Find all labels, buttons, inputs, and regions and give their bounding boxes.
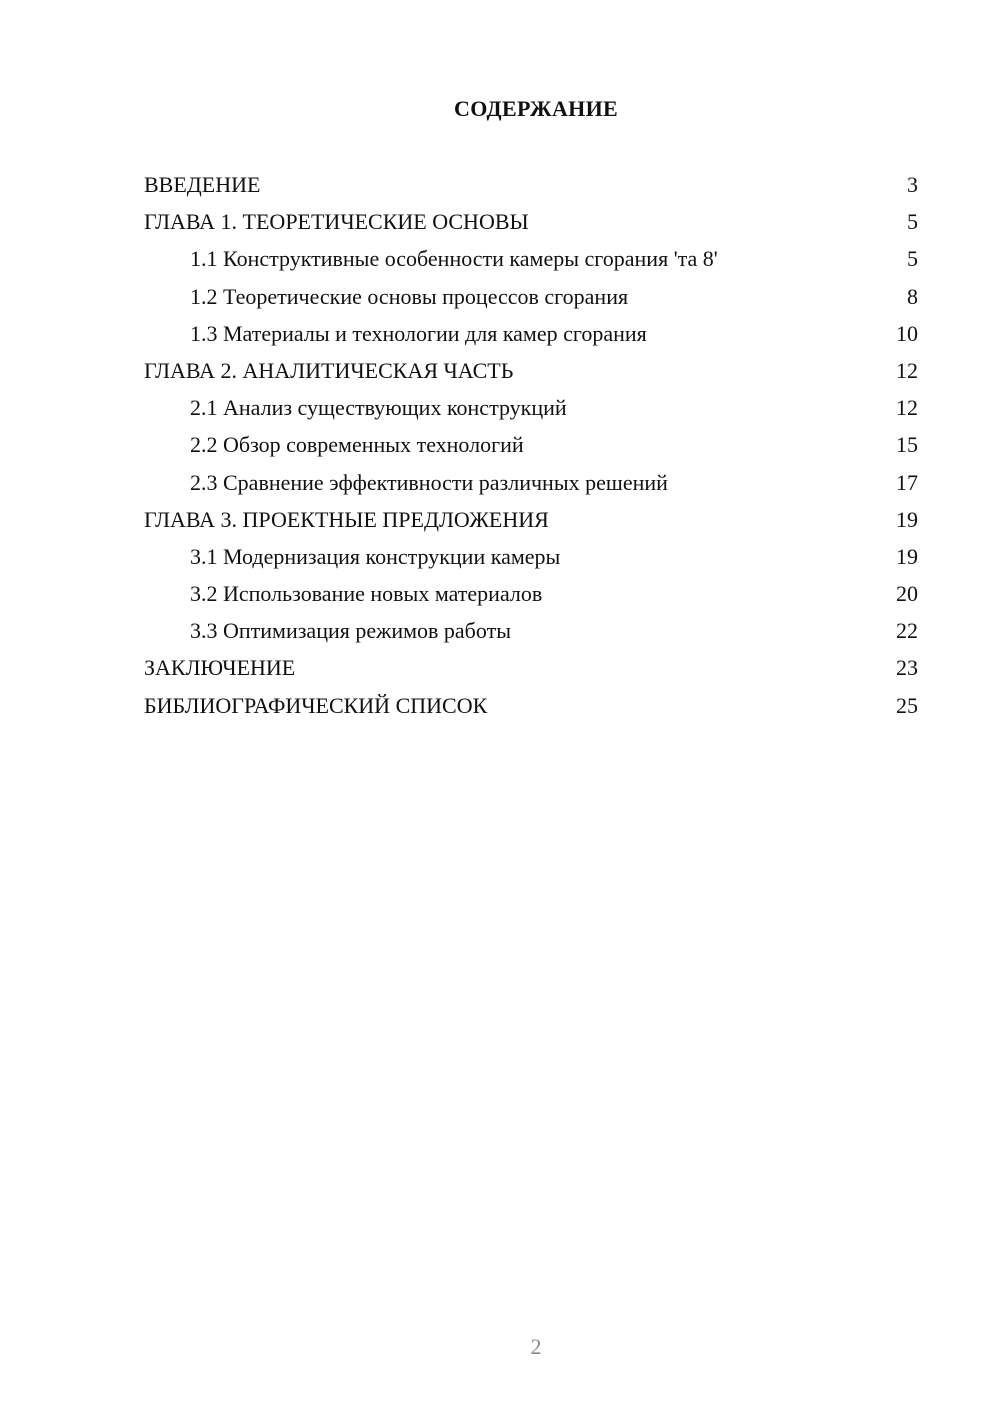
toc-entry-page: 22 (896, 618, 918, 644)
toc-entry-text: 2.3 Сравнение эффективности различных решений (190, 469, 668, 495)
toc-entry-section-1-1 (144, 240, 918, 277)
toc-entry-text: 1.3 Материалы и технологии для камер сгорания (190, 320, 647, 346)
toc-entry-text: 3.3 Оптимизация режимов работы (190, 618, 511, 644)
toc-entry-text: БИБЛИОГРАФИЧЕСКИЙ СПИСОК (144, 692, 488, 718)
toc-entry-conclusion (144, 649, 918, 686)
toc-entry-text: 3.2 Использование новых материалов (190, 581, 543, 607)
toc-entry-page: 10 (896, 320, 918, 346)
toc-entry-text: 2.2 Обзор современных технологий (190, 432, 524, 458)
toc-entry-page: 19 (896, 543, 918, 569)
toc-entry-page: 5 (907, 246, 918, 272)
table-of-contents (144, 166, 918, 724)
toc-entry-text: ГЛАВА 2. АНАЛИТИЧЕСКАЯ ЧАСТЬ (144, 357, 514, 383)
toc-entry-chapter-1 (144, 203, 918, 240)
toc-entry-page: 3 (907, 172, 918, 197)
toc-entry-page: 8 (907, 283, 918, 309)
toc-entry-text: ГЛАВА 1. ТЕОРЕТИЧЕСКИЕ ОСНОВЫ (144, 209, 529, 235)
toc-entry-text: ГЛАВА 3. ПРОЕКТНЫЕ ПРЕДЛОЖЕНИЯ (144, 506, 549, 532)
toc-entry-page: 12 (896, 395, 918, 421)
toc-entry-page: 5 (907, 209, 918, 235)
toc-entry-page: 20 (896, 581, 918, 607)
page-number: 2 (530, 1334, 542, 1359)
toc-entry-text: 3.1 Модернизация конструкции камеры (190, 543, 561, 569)
toc-entry-page: 15 (896, 432, 918, 458)
toc-entry-chapter-3 (144, 501, 918, 538)
toc-entry-chapter-2 (144, 352, 918, 389)
toc-entry-section-3-3 (144, 612, 918, 649)
toc-entry-bibliography (144, 687, 918, 724)
toc-entry-text: 2.1 Анализ существующих конструкций (190, 395, 567, 421)
toc-entry-text: ЗАКЛЮЧЕНИЕ (144, 655, 296, 681)
toc-entry-page: 19 (896, 506, 918, 532)
toc-entry-section-2-2 (144, 426, 918, 463)
toc-entry-page: 23 (896, 655, 918, 681)
toc-entry-section-3-1 (144, 538, 918, 575)
toc-title: СОДЕРЖАНИЕ (454, 96, 618, 121)
toc-entry-text: ВВЕДЕНИЕ (144, 172, 261, 197)
toc-entry-introduction (144, 166, 918, 203)
toc-entry-section-3-2 (144, 575, 918, 612)
toc-entry-text: 1.2 Теоретические основы процессов сгорания (190, 283, 629, 309)
toc-entry-page: 17 (896, 469, 918, 495)
toc-entry-page: 12 (896, 357, 918, 383)
toc-entry-text: 1.1 Конструктивные особенности камеры сгорания 'та 8' (190, 246, 718, 272)
toc-entry-section-2-1 (144, 389, 918, 426)
toc-entry-page: 25 (896, 692, 918, 718)
toc-entry-section-1-2 (144, 278, 918, 315)
toc-entry-section-1-3 (144, 315, 918, 352)
toc-entry-section-2-3 (144, 464, 918, 501)
